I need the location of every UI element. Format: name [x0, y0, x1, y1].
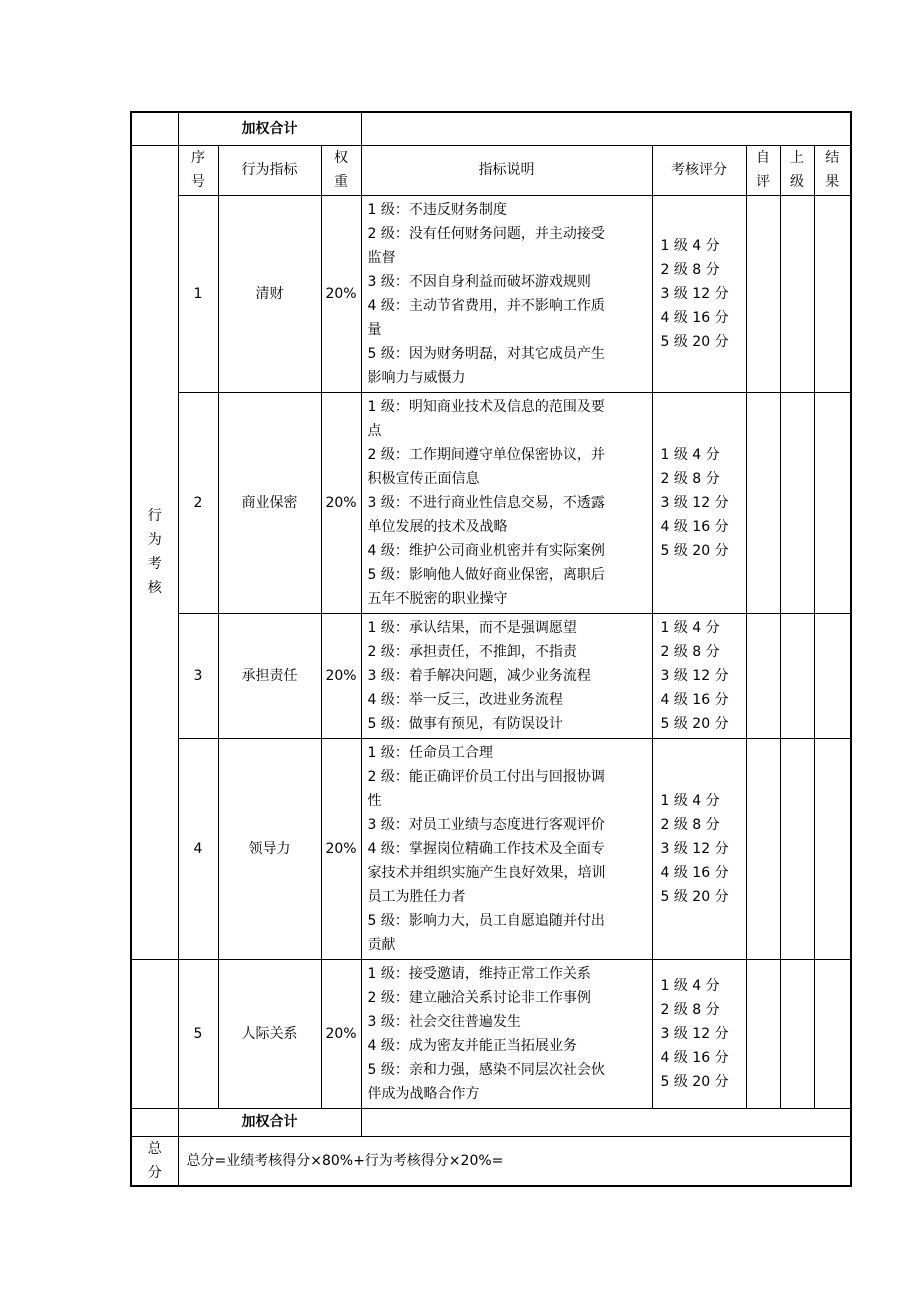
row-scoring: 1 级 4 分 2 级 8 分 3 级 12 分 4 级 16 分 5 级 20 分 — [652, 613, 746, 738]
row-weight: 20% — [321, 195, 361, 392]
section-label-behavior: 行 为 考 核 — [131, 145, 178, 959]
row-seq: 4 — [178, 738, 218, 959]
table-row — [131, 195, 851, 392]
row-superior-cell[interactable] — [780, 392, 814, 613]
header-description: 指标说明 — [361, 145, 652, 195]
row-indicator: 清财 — [218, 195, 321, 392]
header-self-eval: 自 评 — [746, 145, 780, 195]
table-row — [131, 613, 851, 738]
behavior-assessment-table — [130, 111, 852, 1187]
row-description: 1 级：任命员工合理 2 级：能正确评价员工付出与回报协调 性 3 级：对员工业绩与态度进行客观评价 4 级：掌握岗位精确工作技术及全面专 家技术并组织实施产生良好效果，培训 员工为胜任力者 5 级：影响力大，员工自愿追随并付出 贡献 — [361, 738, 652, 959]
row-indicator: 人际关系 — [218, 959, 321, 1108]
row-result-cell[interactable] — [814, 392, 851, 613]
blank-cell — [131, 1108, 178, 1136]
row-seq: 1 — [178, 195, 218, 392]
weighted-total-row-bottom — [131, 1108, 851, 1136]
row-superior-cell[interactable] — [780, 613, 814, 738]
row-weight: 20% — [321, 738, 361, 959]
row-indicator: 领导力 — [218, 738, 321, 959]
row-superior-cell[interactable] — [780, 738, 814, 959]
header-indicator: 行为指标 — [218, 145, 321, 195]
row-scoring: 1 级 4 分 2 级 8 分 3 级 12 分 4 级 16 分 5 级 20 分 — [652, 959, 746, 1108]
row-description: 1 级：不违反财务制度 2 级：没有任何财务问题，并主动接受 监督 3 级：不因自身利益而破坏游戏规则 4 级：主动节省费用，并不影响工作质 量 5 级：因为财务明磊，对其它成员产生 影响力与威慑力 — [361, 195, 652, 392]
table-row — [131, 738, 851, 959]
weighted-total-label: 加权合计 — [178, 112, 361, 145]
header-superior: 上 级 — [780, 145, 814, 195]
total-score-label: 总 分 — [131, 1136, 178, 1186]
row-scoring: 1 级 4 分 2 级 8 分 3 级 12 分 4 级 16 分 5 级 20 分 — [652, 738, 746, 959]
row-seq: 2 — [178, 392, 218, 613]
row-superior-cell[interactable] — [780, 959, 814, 1108]
row-self-eval-cell[interactable] — [746, 959, 780, 1108]
row-result-cell[interactable] — [814, 195, 851, 392]
row-superior-cell[interactable] — [780, 195, 814, 392]
header-result: 结 果 — [814, 145, 851, 195]
row-self-eval-cell[interactable] — [746, 392, 780, 613]
row-scoring: 1 级 4 分 2 级 8 分 3 级 12 分 4 级 16 分 5 级 20 分 — [652, 195, 746, 392]
row-description: 1 级：明知商业技术及信息的范围及要 点 2 级：工作期间遵守单位保密协议，并 积极宣传正面信息 3 级：不进行商业性信息交易，不透露 单位发展的技术及战略 4 级：维护公司商业机密并有实际案例 5 级：影响他人做好商业保密，离职后 五年不脱密的职业操守 — [361, 392, 652, 613]
blank-cell — [131, 112, 178, 145]
row-weight: 20% — [321, 613, 361, 738]
weighted-total-value[interactable] — [361, 1108, 851, 1136]
table-row — [131, 959, 851, 1108]
header-scoring: 考核评分 — [652, 145, 746, 195]
row-indicator: 商业保密 — [218, 392, 321, 613]
header-seq: 序 号 — [178, 145, 218, 195]
row-self-eval-cell[interactable] — [746, 738, 780, 959]
weighted-total-row-top — [131, 112, 851, 145]
row-weight: 20% — [321, 959, 361, 1108]
row-indicator: 承担责任 — [218, 613, 321, 738]
weighted-total-value[interactable] — [361, 112, 851, 145]
row-self-eval-cell[interactable] — [746, 195, 780, 392]
row-result-cell[interactable] — [814, 959, 851, 1108]
row-scoring: 1 级 4 分 2 级 8 分 3 级 12 分 4 级 16 分 5 级 20 分 — [652, 392, 746, 613]
row-description: 1 级：承认结果，而不是强调愿望 2 级：承担责任，不推卸，不指责 3 级：着手解决问题，减少业务流程 4 级：举一反三，改进业务流程 5 级：做事有预见，有防误设计 — [361, 613, 652, 738]
weighted-total-label: 加权合计 — [178, 1108, 361, 1136]
header-row — [131, 145, 851, 195]
header-weight: 权 重 — [321, 145, 361, 195]
row-weight: 20% — [321, 392, 361, 613]
row-description: 1 级：接受邀请，维持正常工作关系 2 级：建立融洽关系讨论非工作事例 3 级：社会交往普遍发生 4 级：成为密友并能正当拓展业务 5 级：亲和力强，感染不同层次社会伙 伴成为战略合作方 — [361, 959, 652, 1108]
table-row — [131, 392, 851, 613]
row-seq: 3 — [178, 613, 218, 738]
total-score-formula[interactable]: 总分=业绩考核得分×80%+行为考核得分×20%= — [178, 1136, 851, 1186]
total-score-row — [131, 1136, 851, 1186]
row-result-cell[interactable] — [814, 738, 851, 959]
blank-cell — [131, 959, 178, 1108]
row-self-eval-cell[interactable] — [746, 613, 780, 738]
row-seq: 5 — [178, 959, 218, 1108]
row-result-cell[interactable] — [814, 613, 851, 738]
